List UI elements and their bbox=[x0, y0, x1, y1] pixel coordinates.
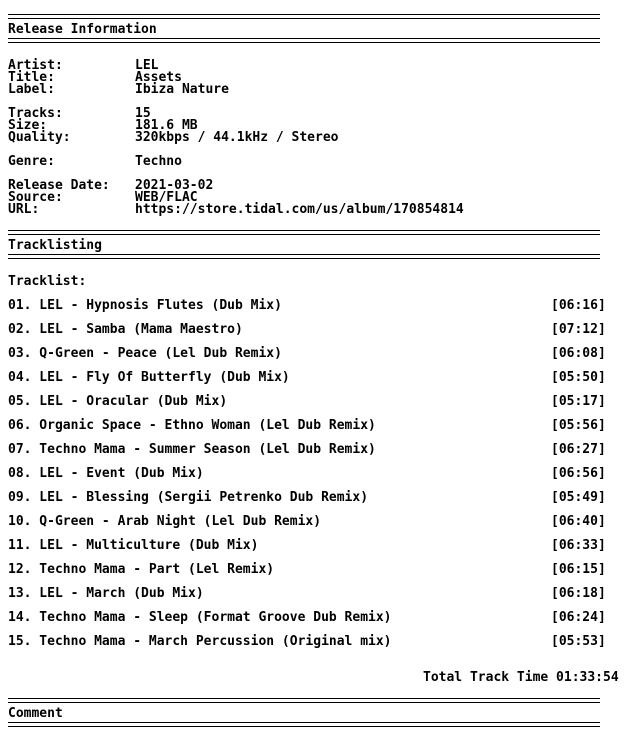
section-title-tracklisting: Tracklisting bbox=[8, 238, 102, 253]
track-title: 01. LEL - Hypnosis Flutes (Dub Mix) bbox=[8, 298, 282, 313]
size-value: 181.6 MB bbox=[135, 118, 198, 133]
track-duration: [06:16] bbox=[551, 298, 606, 313]
genre-value: Techno bbox=[135, 154, 182, 169]
track-duration: [06:56] bbox=[551, 466, 606, 481]
total-track-time: Total Track Time 01:33:54 bbox=[423, 670, 619, 685]
track-title: 11. LEL - Multiculture (Dub Mix) bbox=[8, 538, 259, 553]
track-title: 02. LEL - Samba (Mama Maestro) bbox=[8, 322, 243, 337]
url-label: URL: bbox=[8, 202, 40, 217]
track-duration: [06:40] bbox=[551, 514, 606, 529]
quality-value: 320kbps / 44.1kHz / Stereo bbox=[135, 130, 339, 145]
track-duration: [06:27] bbox=[551, 442, 606, 457]
track-title: 14. Techno Mama - Sleep (Format Groove Dub Remix) bbox=[8, 610, 392, 625]
track-duration: [05:17] bbox=[551, 394, 606, 409]
divider bbox=[8, 230, 600, 235]
section-title-release-info: Release Information bbox=[8, 22, 157, 37]
track-duration: [05:56] bbox=[551, 418, 606, 433]
release-date-label: Release Date: bbox=[8, 178, 110, 193]
track-title: 05. LEL - Oracular (Dub Mix) bbox=[8, 394, 228, 409]
track-title: 15. Techno Mama - March Percussion (Original mix) bbox=[8, 634, 392, 649]
title-value: Assets bbox=[135, 70, 182, 85]
track-duration: [07:12] bbox=[551, 322, 606, 337]
divider bbox=[8, 38, 600, 43]
divider bbox=[8, 254, 600, 259]
size-label: Size: bbox=[8, 118, 48, 133]
quality-label: Quality: bbox=[8, 130, 71, 145]
source-label: Source: bbox=[8, 190, 63, 205]
divider bbox=[8, 698, 600, 703]
track-duration: [05:53] bbox=[551, 634, 606, 649]
tracklist-heading: Tracklist: bbox=[8, 274, 87, 289]
track-duration: [06:33] bbox=[551, 538, 606, 553]
track-title: 08. LEL - Event (Dub Mix) bbox=[8, 466, 204, 481]
section-title-comment: Comment bbox=[8, 706, 63, 721]
track-title: 13. LEL - March (Dub Mix) bbox=[8, 586, 204, 601]
genre-label: Genre: bbox=[8, 154, 55, 169]
tracks-label: Tracks: bbox=[8, 106, 63, 121]
artist-label: Artist: bbox=[8, 58, 63, 73]
track-title: 04. LEL - Fly Of Butterfly (Dub Mix) bbox=[8, 370, 290, 385]
tracks-value: 15 bbox=[135, 106, 151, 121]
url-link[interactable]: https://store.tidal.com/us/album/170854814 bbox=[135, 202, 464, 217]
divider bbox=[8, 722, 600, 727]
label-label: Label: bbox=[8, 82, 55, 97]
title-label: Title: bbox=[8, 70, 55, 85]
divider bbox=[8, 14, 600, 19]
track-duration: [06:18] bbox=[551, 586, 606, 601]
track-duration: [06:24] bbox=[551, 610, 606, 625]
artist-value: LEL bbox=[135, 58, 159, 73]
source-value: WEB/FLAC bbox=[135, 190, 198, 205]
track-title: 10. Q-Green - Arab Night (Lel Dub Remix) bbox=[8, 514, 322, 529]
track-title: 03. Q-Green - Peace (Lel Dub Remix) bbox=[8, 346, 282, 361]
track-duration: [05:49] bbox=[551, 490, 606, 505]
track-title: 09. LEL - Blessing (Sergii Petrenko Dub Remix) bbox=[8, 490, 369, 505]
track-title: 07. Techno Mama - Summer Season (Lel Dub Remix) bbox=[8, 442, 376, 457]
track-title: 12. Techno Mama - Part (Lel Remix) bbox=[8, 562, 275, 577]
track-duration: [06:15] bbox=[551, 562, 606, 577]
track-duration: [06:08] bbox=[551, 346, 606, 361]
track-title: 06. Organic Space - Ethno Woman (Lel Dub Remix) bbox=[8, 418, 376, 433]
release-date-value: 2021-03-02 bbox=[135, 178, 214, 193]
track-duration: [05:50] bbox=[551, 370, 606, 385]
label-value: Ibiza Nature bbox=[135, 82, 229, 97]
